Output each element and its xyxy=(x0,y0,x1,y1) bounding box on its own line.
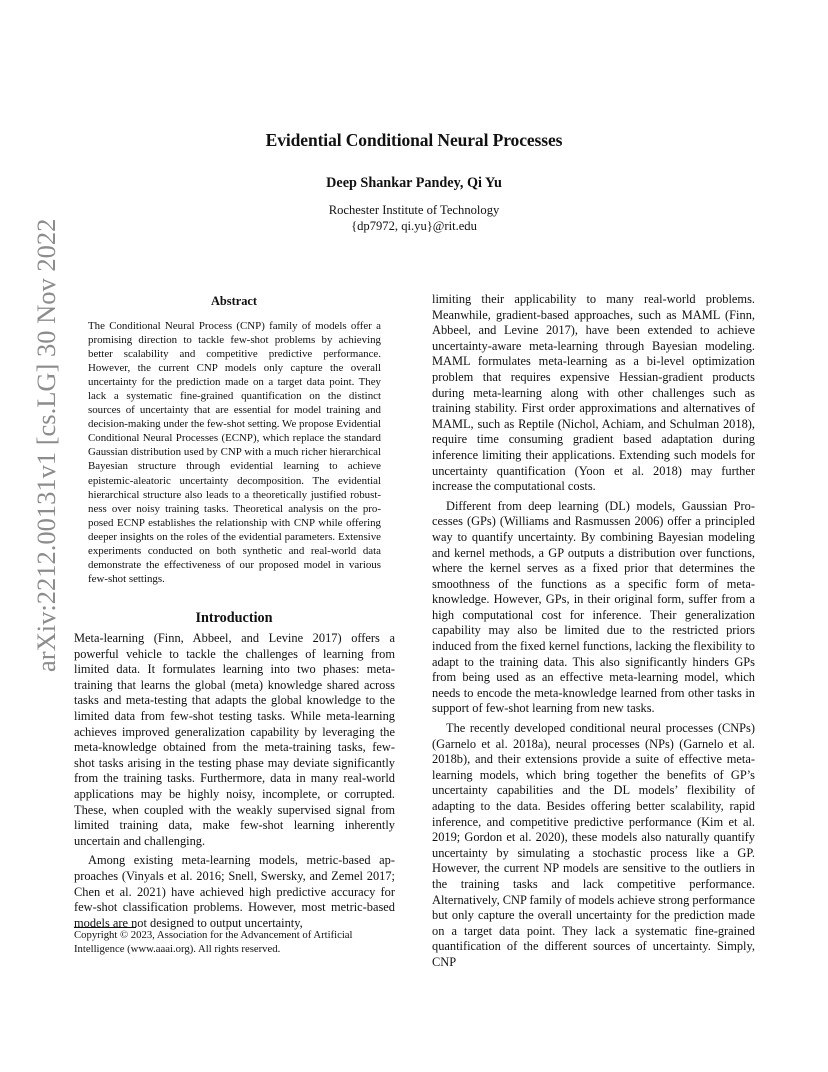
right-column-body xyxy=(432,292,755,971)
intro-paragraph: Different from deep learning (DL) models, Gaussian Processes (GPs) (Williams and Rasmussen 2006) offer a principled way to quantify uncertainty. By combining Bayesian modeling and kernel methods, a GP outputs a distribution over functions, where the kernel serves as a fixed prior that determines the smoothness of the functions as a specific form of meta-knowledge. However, GPs, in their original form, suffer from a high computational cost for inference. Their generalization capability may also be limited due to the restricted priors induced from the fixed kernel functions, lacking the flexibility to adapt to the training data. This also significantly hinders GPs from being used as an effective meta-learning model, which needs to encode the meta-knowledge learned from other tasks in support of few-shot learning from new tasks. xyxy=(432,498,755,716)
abstract-heading: Abstract xyxy=(210,294,258,308)
left-column-body xyxy=(74,631,395,931)
intro-paragraph: The recently developed conditional neural processes (CNPs) (Garnelo et al. 2018a), neural processes (NPs) (Garnelo et al. 2018b), and their extensions provide a suite of effective meta-learning models, which bring together the benefits of GP’s uncertainty capabilities and the DL models’ flexibility of adapting to the data. Besides offering better scalability, rapid inference, and competitive predictive performance (Kim et al. 2019; Gordon et al. 2020), these models also naturally quantify uncertainty by simulating a stochastic process like a GP. However, the current NP models are sensitive to the outliers in the training tasks and lack competitive performance. Alternatively, CNP family of models achieve strong performance but only capture the overall uncertainty for the prediction made on a target data point. They lack a systematic fine-grained quantification of the different sources of uncertainty. Simply, CNP xyxy=(432,721,755,969)
author-list: Deep Shankar Pandey, Qi Yu xyxy=(326,175,502,191)
intro-paragraph: Meta-learning (Finn, Abbeel, and Levine 2017) offers a powerful vehicle to tackle the challenges of learning from limited data. It formulates learning into two phases: meta-training that learns the global (meta) knowledge shared across tasks and meta-testing that adapts the global knowledge to the limited data from few-shot testing tasks. While meta-learning achieves improved generalization capability by leveraging the meta-knowledge obtained from the meta-training tasks, few-shot tasks arising in the testing phase may deviate significantly from the training tasks. Furthermore, data in many real-world applications may be highly noisy, incomplete, or corrupted. These, when coupled with the weakly supervised signal from limited training data, make few-shot learning inherently uncertain and challenging. xyxy=(74,631,395,848)
footnote-rule xyxy=(74,927,136,928)
introduction-heading: Introduction xyxy=(195,610,273,626)
arxiv-identifier xyxy=(31,218,61,672)
affiliation: Rochester Institute of Technology xyxy=(328,203,500,217)
affiliation-block xyxy=(0,202,828,234)
arxiv-identifier-text: arXiv:2212.00131v1 [cs.LG] 30 Nov 2022 xyxy=(31,218,61,672)
intro-paragraph: Among existing meta-learning models, metric-based approaches (Vinyals et al. 2016; Snell, Swersky, and Zemel 2017; Chen et al. 2021) have achieved high predictive accuracy for few-shot classification problems. However, most metric-based models are not designed to output uncertainty, xyxy=(74,853,395,930)
paper-title: Evidential Conditional Neural Processes xyxy=(265,130,563,150)
copyright-notice: Copyright © 2023, Association for the Advancement of Artificial Intelligence (www.aaai.org). All rights reserved. xyxy=(74,929,353,955)
intro-paragraph: limiting their applicability to many real-world problems. Meanwhile, gradient-based approaches, such as MAML (Finn, Abbeel, and Levine 2017), have been extended to achieve uncertainty-aware meta-learning through Bayesian modeling. MAML formulates meta-learning as a bi-level optimization problem that requires expensive Hessian-gradient products during meta-learning along with other challenges such as training stability. First order approximations and alternatives of MAML, such as Reptile (Nichol, Achiam, and Schulman 2018), require time consuming gradient based adaptation during inference limiting their applications. Extending such models for uncertainty quantification (Yoon et al. 2018) may further increase the computational costs. xyxy=(432,292,755,494)
abstract-text: The Conditional Neural Process (CNP) family of models offer a promising direction to tackle few-shot problems by achieving better scalability and competitive predictive performance. However, the current CNP models only capture the overall uncertainty for the prediction made on a target data point. They lack a systematic fine-grained quantification on the distinct sources of uncertainty that are essential for model training and decision-making under the few-shot setting. We propose Evidential Conditional Neural Processes (ECNP), which replace the standard Gaussian distribution used by CNP with a much richer hierarchical Bayesian structure through evidential learning to achieve epistemic-aleatoric uncertainty decomposition. The evidential hierarchical structure also leads to a theoretically justified robustness over noisy training tasks. Theoretical analysis on the proposed ECNP establishes the relationship with CNP while offering deeper insights on the roles of the evidential parameters. Extensive experiments conducted on both synthetic and real-world data demonstrate the effectiveness of our proposed model in various few-shot settings. xyxy=(88,320,381,585)
author-email: {dp7972, qi.yu}@rit.edu xyxy=(351,219,477,233)
